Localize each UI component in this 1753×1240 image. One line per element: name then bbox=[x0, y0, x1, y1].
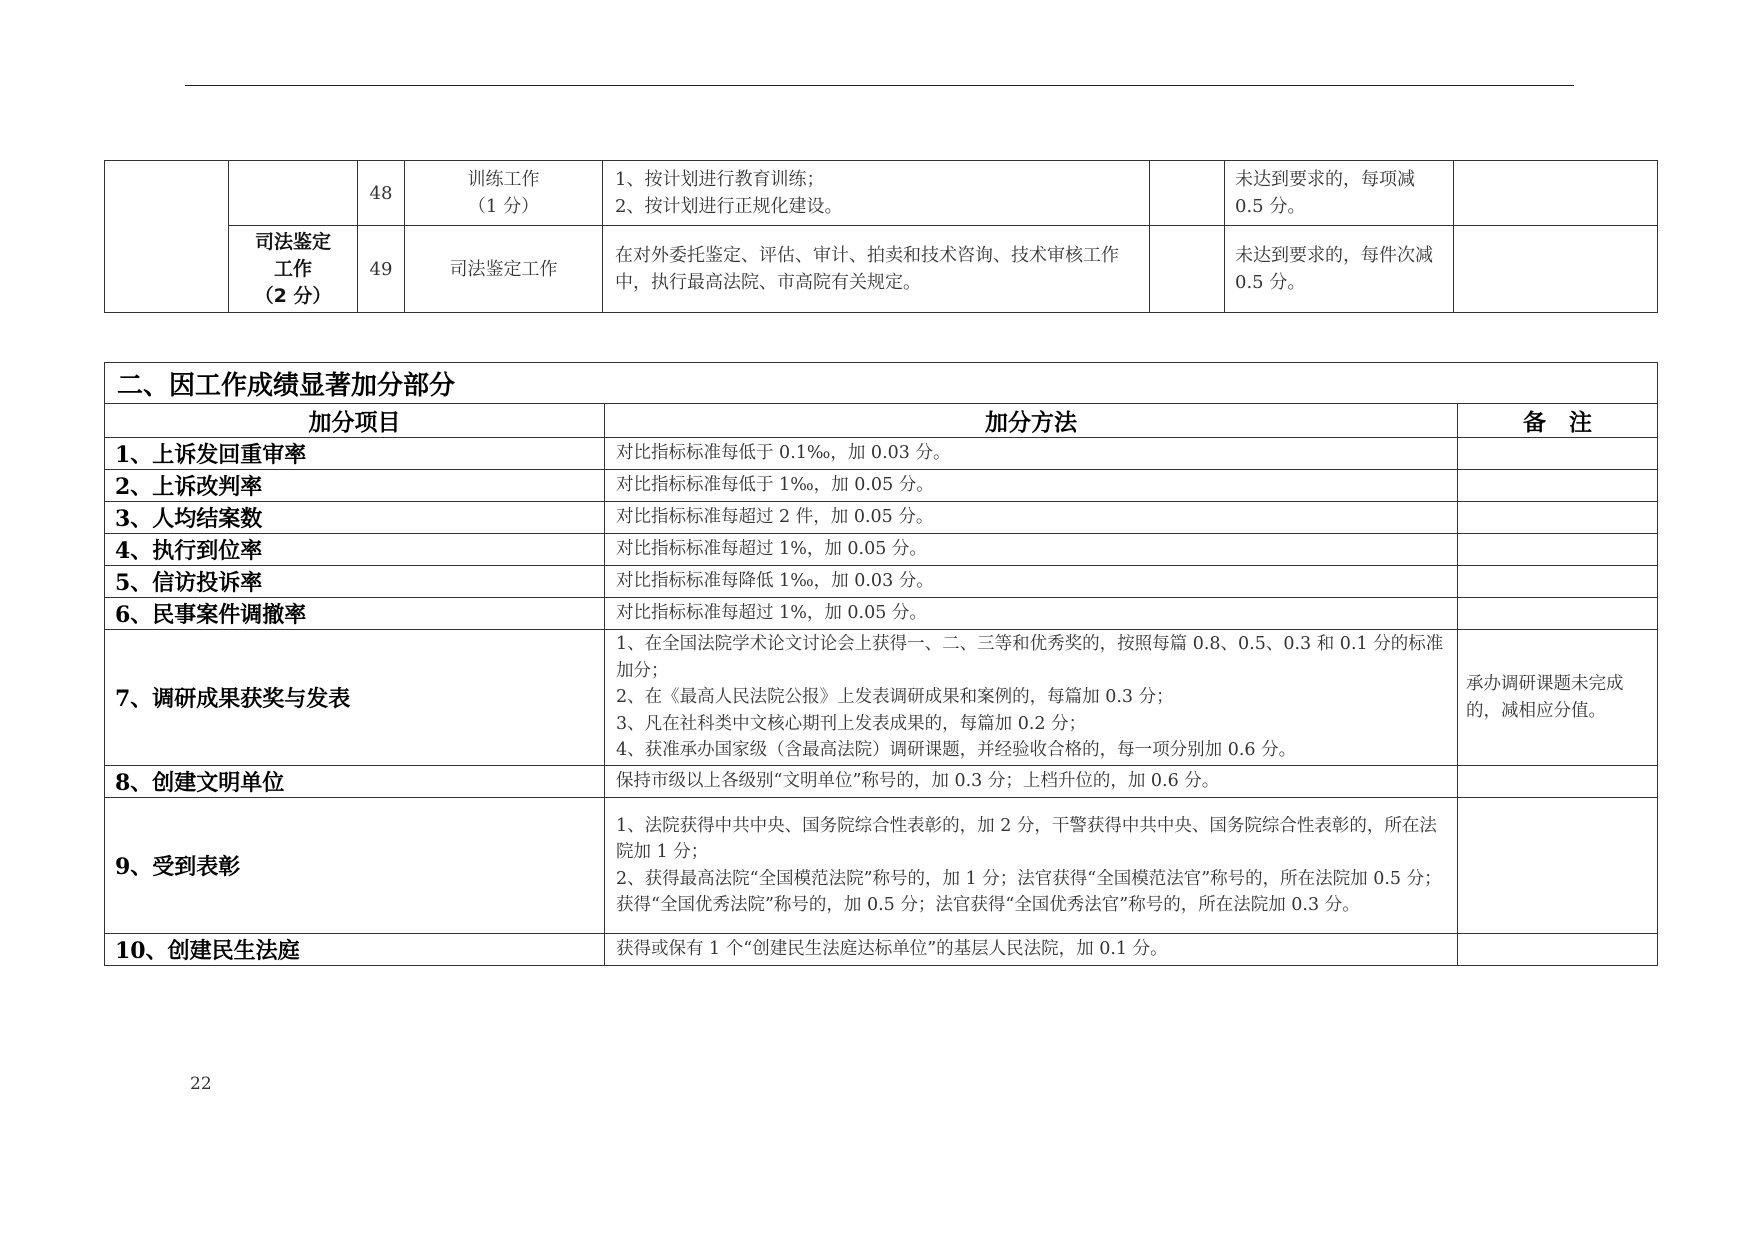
table-row bbox=[105, 566, 1658, 598]
bonus-method: 对比指标标准每低于 1‰，加 0.05 分。 bbox=[605, 470, 1458, 502]
bonus-item: 3、人均结案数 bbox=[105, 502, 605, 534]
table-row bbox=[105, 161, 1658, 226]
section-title-row bbox=[105, 363, 1658, 404]
bonus-method: 对比指标标准每超过 1%，加 0.05 分。 bbox=[605, 534, 1458, 566]
bonus-note bbox=[1458, 566, 1658, 598]
bonus-method: 获得或保有 1 个“创建民生法庭达标单位”的基层人民法院，加 0.1 分。 bbox=[605, 934, 1458, 966]
bonus-method: 对比指标标准每超过 2 件，加 0.05 分。 bbox=[605, 502, 1458, 534]
bonus-item: 10、创建民生法庭 bbox=[105, 934, 605, 966]
bonus-item: 1、上诉发回重审率 bbox=[105, 438, 605, 470]
blank-cell bbox=[105, 161, 229, 313]
bonus-method: 1、法院获得中共中央、国务院综合性表彰的，加 2 分，干警获得中共中央、国务院综合性表彰的，所在法院加 1 分； 2、获得最高法院“全国模范法院”称号的，加 1 分；法官获得“全国模范法官”称号的，所在法院加 0.5 分；获得“全国优秀法院”称号的，加 0.5 分；法官获得“全国优秀法官”称号的，所在法院加 0.3 分。 bbox=[605, 798, 1458, 934]
bonus-method: 对比指标标准每超过 1%，加 0.05 分。 bbox=[605, 598, 1458, 630]
table-row bbox=[105, 470, 1658, 502]
table-row bbox=[105, 534, 1658, 566]
bonus-method: 保持市级以上各级别“文明单位”称号的，加 0.3 分；上档升位的，加 0.6 分。 bbox=[605, 766, 1458, 798]
header-rule bbox=[185, 85, 1574, 86]
table-row bbox=[105, 438, 1658, 470]
table-row bbox=[105, 502, 1658, 534]
page-number: 22 bbox=[190, 1074, 212, 1094]
table-row bbox=[105, 226, 1658, 313]
note-cell bbox=[1454, 226, 1658, 313]
bonus-points-table bbox=[104, 362, 1658, 966]
category-cell: 司法鉴定 工作 （2 分） bbox=[229, 226, 358, 313]
header-item: 加分项目 bbox=[105, 404, 605, 438]
bonus-note: 承办调研课题未完成的，减相应分值。 bbox=[1458, 630, 1658, 766]
penalty-cell: 未达到要求的，每件次减 0.5 分。 bbox=[1225, 226, 1454, 313]
bonus-note bbox=[1458, 502, 1658, 534]
score-cell bbox=[1150, 161, 1225, 226]
item-number: 48 bbox=[358, 161, 405, 226]
bonus-note bbox=[1458, 438, 1658, 470]
item-number: 49 bbox=[358, 226, 405, 313]
bonus-item: 2、上诉改判率 bbox=[105, 470, 605, 502]
bonus-note bbox=[1458, 534, 1658, 566]
requirements-cell: 在对外委托鉴定、评估、审计、拍卖和技术咨询、技术审核工作中，执行最高法院、市高院有关规定。 bbox=[603, 226, 1150, 313]
table-row bbox=[105, 598, 1658, 630]
table-row bbox=[105, 766, 1658, 798]
item-name: 训练工作 （1 分） bbox=[405, 161, 603, 226]
bonus-item: 5、信访投诉率 bbox=[105, 566, 605, 598]
header-method: 加分方法 bbox=[605, 404, 1458, 438]
bonus-item: 7、调研成果获奖与发表 bbox=[105, 630, 605, 766]
bonus-note bbox=[1458, 934, 1658, 966]
header-note: 备 注 bbox=[1458, 404, 1658, 438]
bonus-method: 对比指标标准每降低 1‰，加 0.03 分。 bbox=[605, 566, 1458, 598]
bonus-note bbox=[1458, 798, 1658, 934]
bonus-method: 对比指标标准每低于 0.1‰，加 0.03 分。 bbox=[605, 438, 1458, 470]
bonus-item: 8、创建文明单位 bbox=[105, 766, 605, 798]
bonus-item: 6、民事案件调撤率 bbox=[105, 598, 605, 630]
penalty-cell: 未达到要求的，每项减 0.5 分。 bbox=[1225, 161, 1454, 226]
score-cell bbox=[1150, 226, 1225, 313]
requirements-cell: 1、按计划进行教育训练； 2、按计划进行正规化建设。 bbox=[603, 161, 1150, 226]
bonus-method: 1、在全国法院学术论文讨论会上获得一、二、三等和优秀奖的，按照每篇 0.8、0.5、0.3 和 0.1 分的标准加分； 2、在《最高人民法院公报》上发表调研成果和案例的，每篇加 0.3 分； 3、凡在社科类中文核心期刊上发表成果的，每篇加 0.2 分； 4、获准承办国家级（含最高法院）调研课题，并经验收合格的，每一项分别加 0.6 分。 bbox=[605, 630, 1458, 766]
header-row bbox=[105, 404, 1658, 438]
bonus-note bbox=[1458, 470, 1658, 502]
bonus-note bbox=[1458, 598, 1658, 630]
table-row bbox=[105, 630, 1658, 766]
note-cell bbox=[1454, 161, 1658, 226]
standards-table-continuation bbox=[104, 160, 1658, 313]
table-row bbox=[105, 798, 1658, 934]
table-row bbox=[105, 934, 1658, 966]
category-cell bbox=[229, 161, 358, 226]
bonus-note bbox=[1458, 766, 1658, 798]
bonus-item: 4、执行到位率 bbox=[105, 534, 605, 566]
bonus-item: 9、受到表彰 bbox=[105, 798, 605, 934]
section-title: 二、因工作成绩显著加分部分 bbox=[105, 363, 1658, 404]
item-name: 司法鉴定工作 bbox=[405, 226, 603, 313]
